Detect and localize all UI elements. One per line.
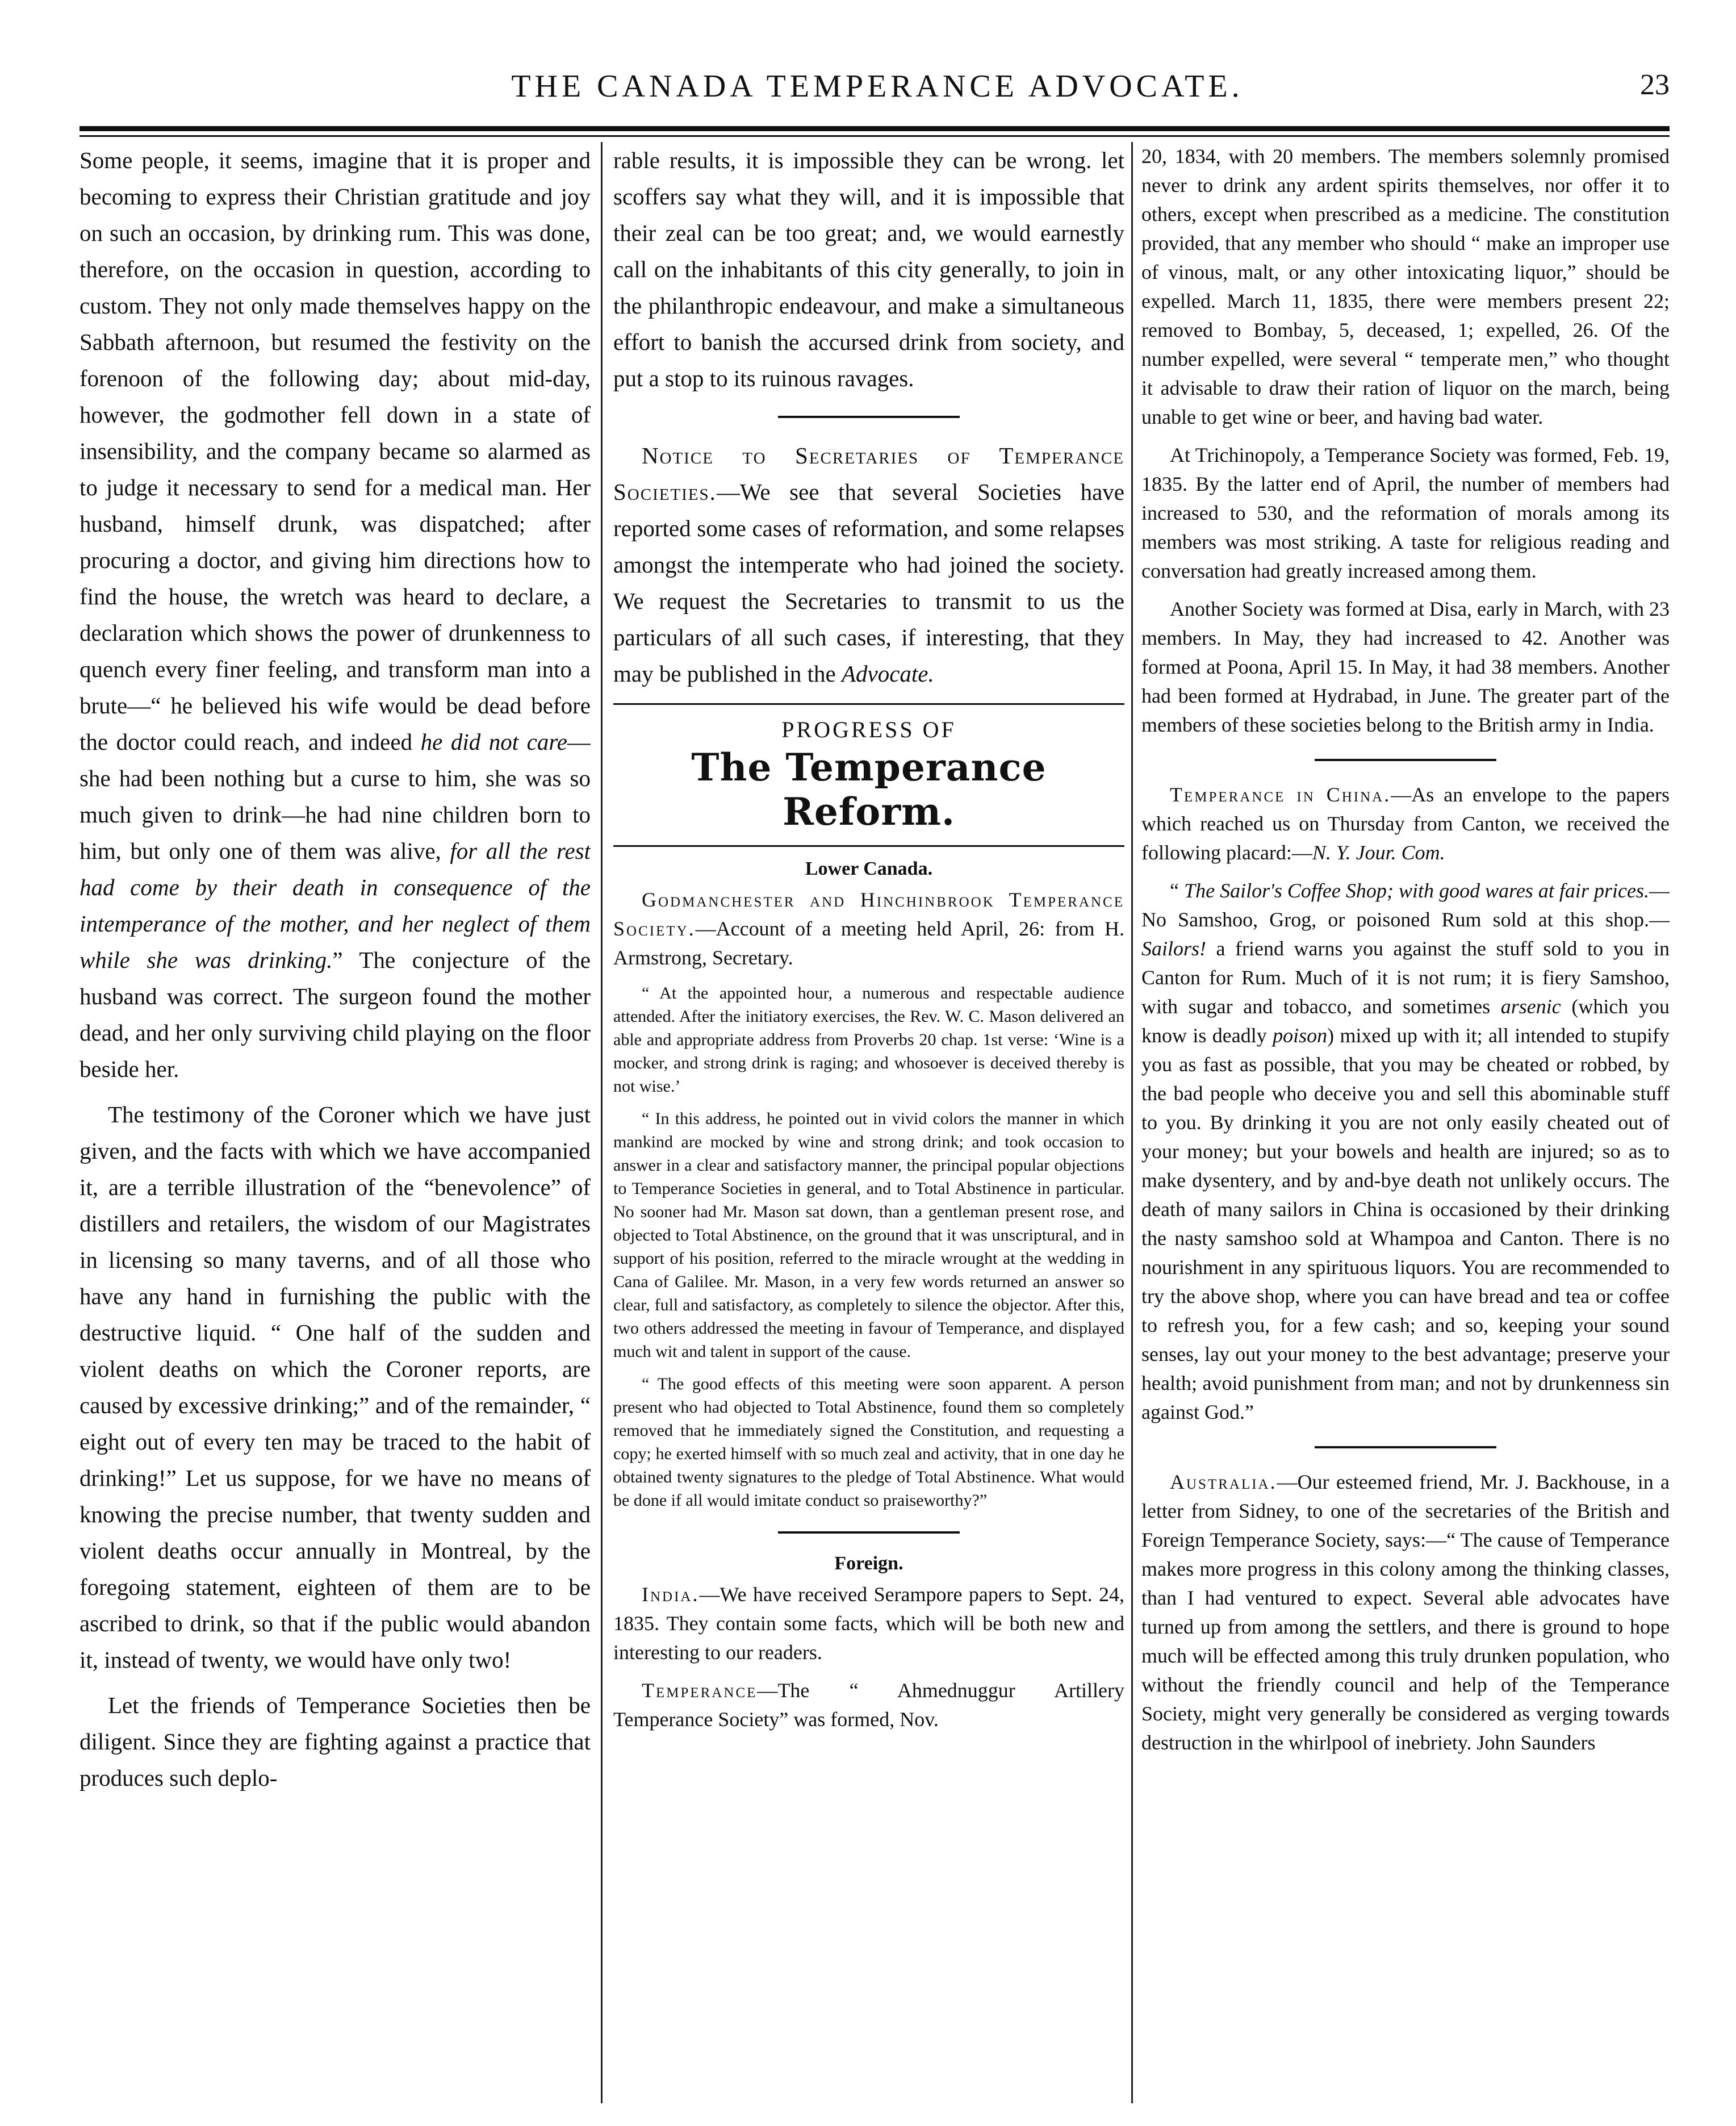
notice-paragraph: Notice to Secretaries of Temperance Societies.—We see that several Societies have reported some cases of reformation, and some relapses amongst the intemperate who had joined the society. We request the Secretaries to transmit to us the particulars of all such cases, if interesting, that they may be published in the Advocate. xyxy=(613,442,1124,687)
india-heading: India. xyxy=(642,1583,700,1606)
section-divider xyxy=(778,416,960,418)
column-divider xyxy=(601,142,603,2103)
quoted-paragraph: “ At the appointed hour, a numerous and respectable audience attended. After the initiatory exercises, the Rev. W. C. Mason delivered an able and appropriate address from Proverbs 20 chap. 1st verse: ‘Wine is a mocker, and strong drink is raging; and whosoever is deceived thereby is not wise.’ xyxy=(613,984,1124,1096)
notice-heading: Notice to Secretaries of Temperance Societies. xyxy=(613,442,1124,505)
quoted-paragraph: “ The good effects of this meeting were soon apparent. A person present who had objected to Total Abstinence, found them so completely removed that he immediately signed the Constitution, and requesting a copy; he exerted himself with so much zeal and activity, that in one day he obtained twenty signatures to the pledge of Total Abstinence. What would be done if all would imitate conduct so praiseworthy?” xyxy=(613,1375,1124,1510)
section-kicker: PROGRESS OF xyxy=(781,717,956,742)
source-citation: N. Y. Jour. Com. xyxy=(1312,841,1445,864)
report-paragraph: 20, 1834, with 20 members. The members solemnly promised never to drink any ardent spirits themselves, nor offer it to others, except when prescribed as a medicine. The constitution provided, that any member who should “ make an improper use of vinous, malt, or any other intoxicating liquor,” should be expelled. March 11, 1835, there were members present 22; removed to Bombay, 5, deceased, 1; expelled, 26. Of the number expelled, were several “ temperate men,” who thought it advisable to draw their ration of liquor on the march, being unable to get wine or beer, and having bad water. xyxy=(1141,145,1670,428)
header-rule-thick xyxy=(80,126,1670,131)
section-divider xyxy=(1315,759,1496,761)
page-number: 23 xyxy=(1640,69,1670,101)
column-divider xyxy=(1131,142,1133,2103)
header-rule-thin xyxy=(80,135,1670,137)
column-right xyxy=(1141,142,1670,2103)
article-paragraph: The testimony of the Coroner which we have just given, and the facts with which we have accompanied it, are a terrible illustration of the “benevolence” of distillers and retailers, the wisdom of our Magistrates in licensing so many taverns, and of all those who have any hand in furnishing the public with the destructive liquid. “ One half of the sudden and violent deaths on which the Coroner reports, are caused by excessive drinking;” and of the remainder, “ eight out of every ten may be traced to the habit of drinking!” Let us suppose, for we have no means of knowing the precise number, that twenty sudden and violent deaths occur annually in Montreal, by the foregoing statement, eighteen of them are to be ascribed to drink, so that if the public would abandon it, instead of twenty, we would have only two! xyxy=(80,1101,591,1673)
column-left xyxy=(80,142,591,2103)
article-paragraph: Some people, it seems, imagine that it is proper and becoming to express their Christian gratitude and joy on such an occasion, by drinking rum. This was done, therefore, on the occasion in question, according to custom. They not only made themselves happy on the Sabbath afternoon, but resumed the festivity on the forenoon of the following day; about mid-day, however, the godmother fell down in a state of insensibility, and the company became so alarmed as to judge it necessary to send for a medical man. Her husband, himself drunk, was dispatched; after procuring a doctor, and giving him directions how to find the house, the wretch was heard to declare, a declaration which shows the power of drunkenness to quench every finer feeling, and transform man into a brute—“ he believed his wife would be dead before the doctor could reach, and indeed he did not care—she had been nothing but a curse to him, she was so much given to drink—he had nine children born to him, but only one of them was alive, for all the rest had come by their death in consequence of the intemperance of the mother, and her neglect of them while she was drinking.” The conjecture of the husband was correct. The surgeon found the mother dead, and her only surviving child playing on the floor beside her. xyxy=(80,147,591,1082)
section-divider xyxy=(778,1531,960,1534)
temperance-heading: Temperance xyxy=(642,1679,758,1702)
report-paragraph: Australia.—Our esteemed friend, Mr. J. Backhouse, in a letter from Sidney, to one of the secretaries of the British and Foreign Temperance Society, says:—“ The cause of Temperance makes more progress in this colony among the thinking classes, than I had ventured to expect. Several able advocates have turned up from among the settlers, and there is ground to hope much will be effected among this truly drunken population, who without the friendly council and help of the Temperance Society, might very generally be considered as verging towards destruction in the whirlpool of inebriety. John Saunders xyxy=(1141,1471,1670,1754)
australia-heading: Australia. xyxy=(1170,1471,1277,1493)
subsection-heading: Foreign. xyxy=(834,1553,903,1574)
quoted-paragraph: “ In this address, he pointed out in vivid colors the manner in which mankind are mocked by wine and strong drink; and took occasion to answer in a clear and satisfactory manner, the principal popular objections to Temperance Societies in general, and to Total Abstinence in particular. No sooner had Mr. Mason sat down, than a gentleman present rose, and objected to Total Abstinence, on the ground that it was unscriptural, and in support of his position, referred to the miracle wrought at the wedding in Cana of Galilee. Mr. Mason, in a very few words returned an answer so clear, full and satisfactory, as completely to silence the objector. After this, two others addressed the meeting in favour of Temperance, and displayed much wit and talent in support of the cause. xyxy=(613,1109,1124,1361)
report-paragraph: Temperance—The “ Ahmednuggur Artillery Temperance Society” was formed, Nov. xyxy=(613,1679,1124,1731)
section-title: The Temperance Reform. xyxy=(691,745,1047,834)
report-paragraph: India.—We have received Serampore papers to Sept. 24, 1835. They contain some facts, which will be both new and interesting to our readers. xyxy=(613,1583,1124,1664)
society-heading: Godmanchester and Hinchinbrook Temperance Society. xyxy=(613,888,1124,940)
report-paragraph: Another Society was formed at Disa, early in March, with 23 members. In May, they had increased to 42. Another was formed at Poona, April 15. In May, it had 38 members. Another had been formed at Hydrabad, in June. The greater part of the members of these societies belong to the British army in India. xyxy=(1141,598,1670,736)
subsection-heading: Lower Canada. xyxy=(805,858,933,879)
section-divider xyxy=(1315,1446,1496,1448)
section-divider xyxy=(613,845,1124,847)
section-divider xyxy=(613,703,1124,705)
article-paragraph: rable results, it is impossible they can be wrong. let scoffers say what they will, and it is impossible that their zeal can be too great; and, we would earnestly call on the inhabitants of this city generally, to join in the philanthropic endeavour, and make a simultaneous effort to banish the accursed drink from society, and put a stop to its ruinous ravages. xyxy=(613,147,1124,391)
report-paragraph: Godmanchester and Hinchinbrook Temperance Society.—Account of a meeting held April, 26: from H. Armstrong, Secretary. xyxy=(613,888,1124,969)
report-paragraph: At Trichinopoly, a Temperance Society was formed, Feb. 19, 1835. By the latter end of April, the number of members had increased to 530, and the reformation of morals among its members was most striking. A taste for religious reading and conversation had greatly increased among them. xyxy=(1141,444,1670,582)
column-middle xyxy=(613,142,1124,2103)
page-header xyxy=(85,68,1670,119)
article-paragraph: Let the friends of Temperance Societies then be diligent. Since they are fighting against a practice that produces such deplo- xyxy=(80,1692,591,1791)
report-paragraph: Temperance in China.—As an envelope to the papers which reached us on Thursday from Canton, we received the following placard:—N. Y. Jour. Com. xyxy=(1141,783,1670,864)
running-title: THE CANADA TEMPERANCE ADVOCATE. xyxy=(511,69,1244,104)
placard-paragraph: “ The Sailor's Coffee Shop; with good wares at fair prices.—No Samshoo, Grog, or poisoned Rum sold at this shop.—Sailors! a friend warns you against the stuff sold to you in Canton for Rum. Much of it is not rum; it is fiery Samshoo, with sugar and tobacco, and sometimes arsenic (which you know is deadly poison) mixed up with it; all intended to stupify you as fast as possible, that you may be cheated or robbed, by the bad people who deceive you and sell this abominable stuff to you. By drinking it you are not only easily cheated out of your money; but your bowels and health are injured; so as to make dysentery, and by and-bye death not unlikely occurs. The death of many sailors in China is occasioned by their drinking the nasty samshoo sold at Whampoa and Canton. There is no nourishment in any spirituous liquors. You are recommended to try the above shop, where you can have bread and tea or coffee to refresh you, for a few cash; and so, keeping your sound senses, lay out your money to the best advantage; preserve your health; avoid punishment from man; and not by drunkenness sin against God.” xyxy=(1141,879,1670,1423)
china-heading: Temperance in China. xyxy=(1170,783,1391,806)
